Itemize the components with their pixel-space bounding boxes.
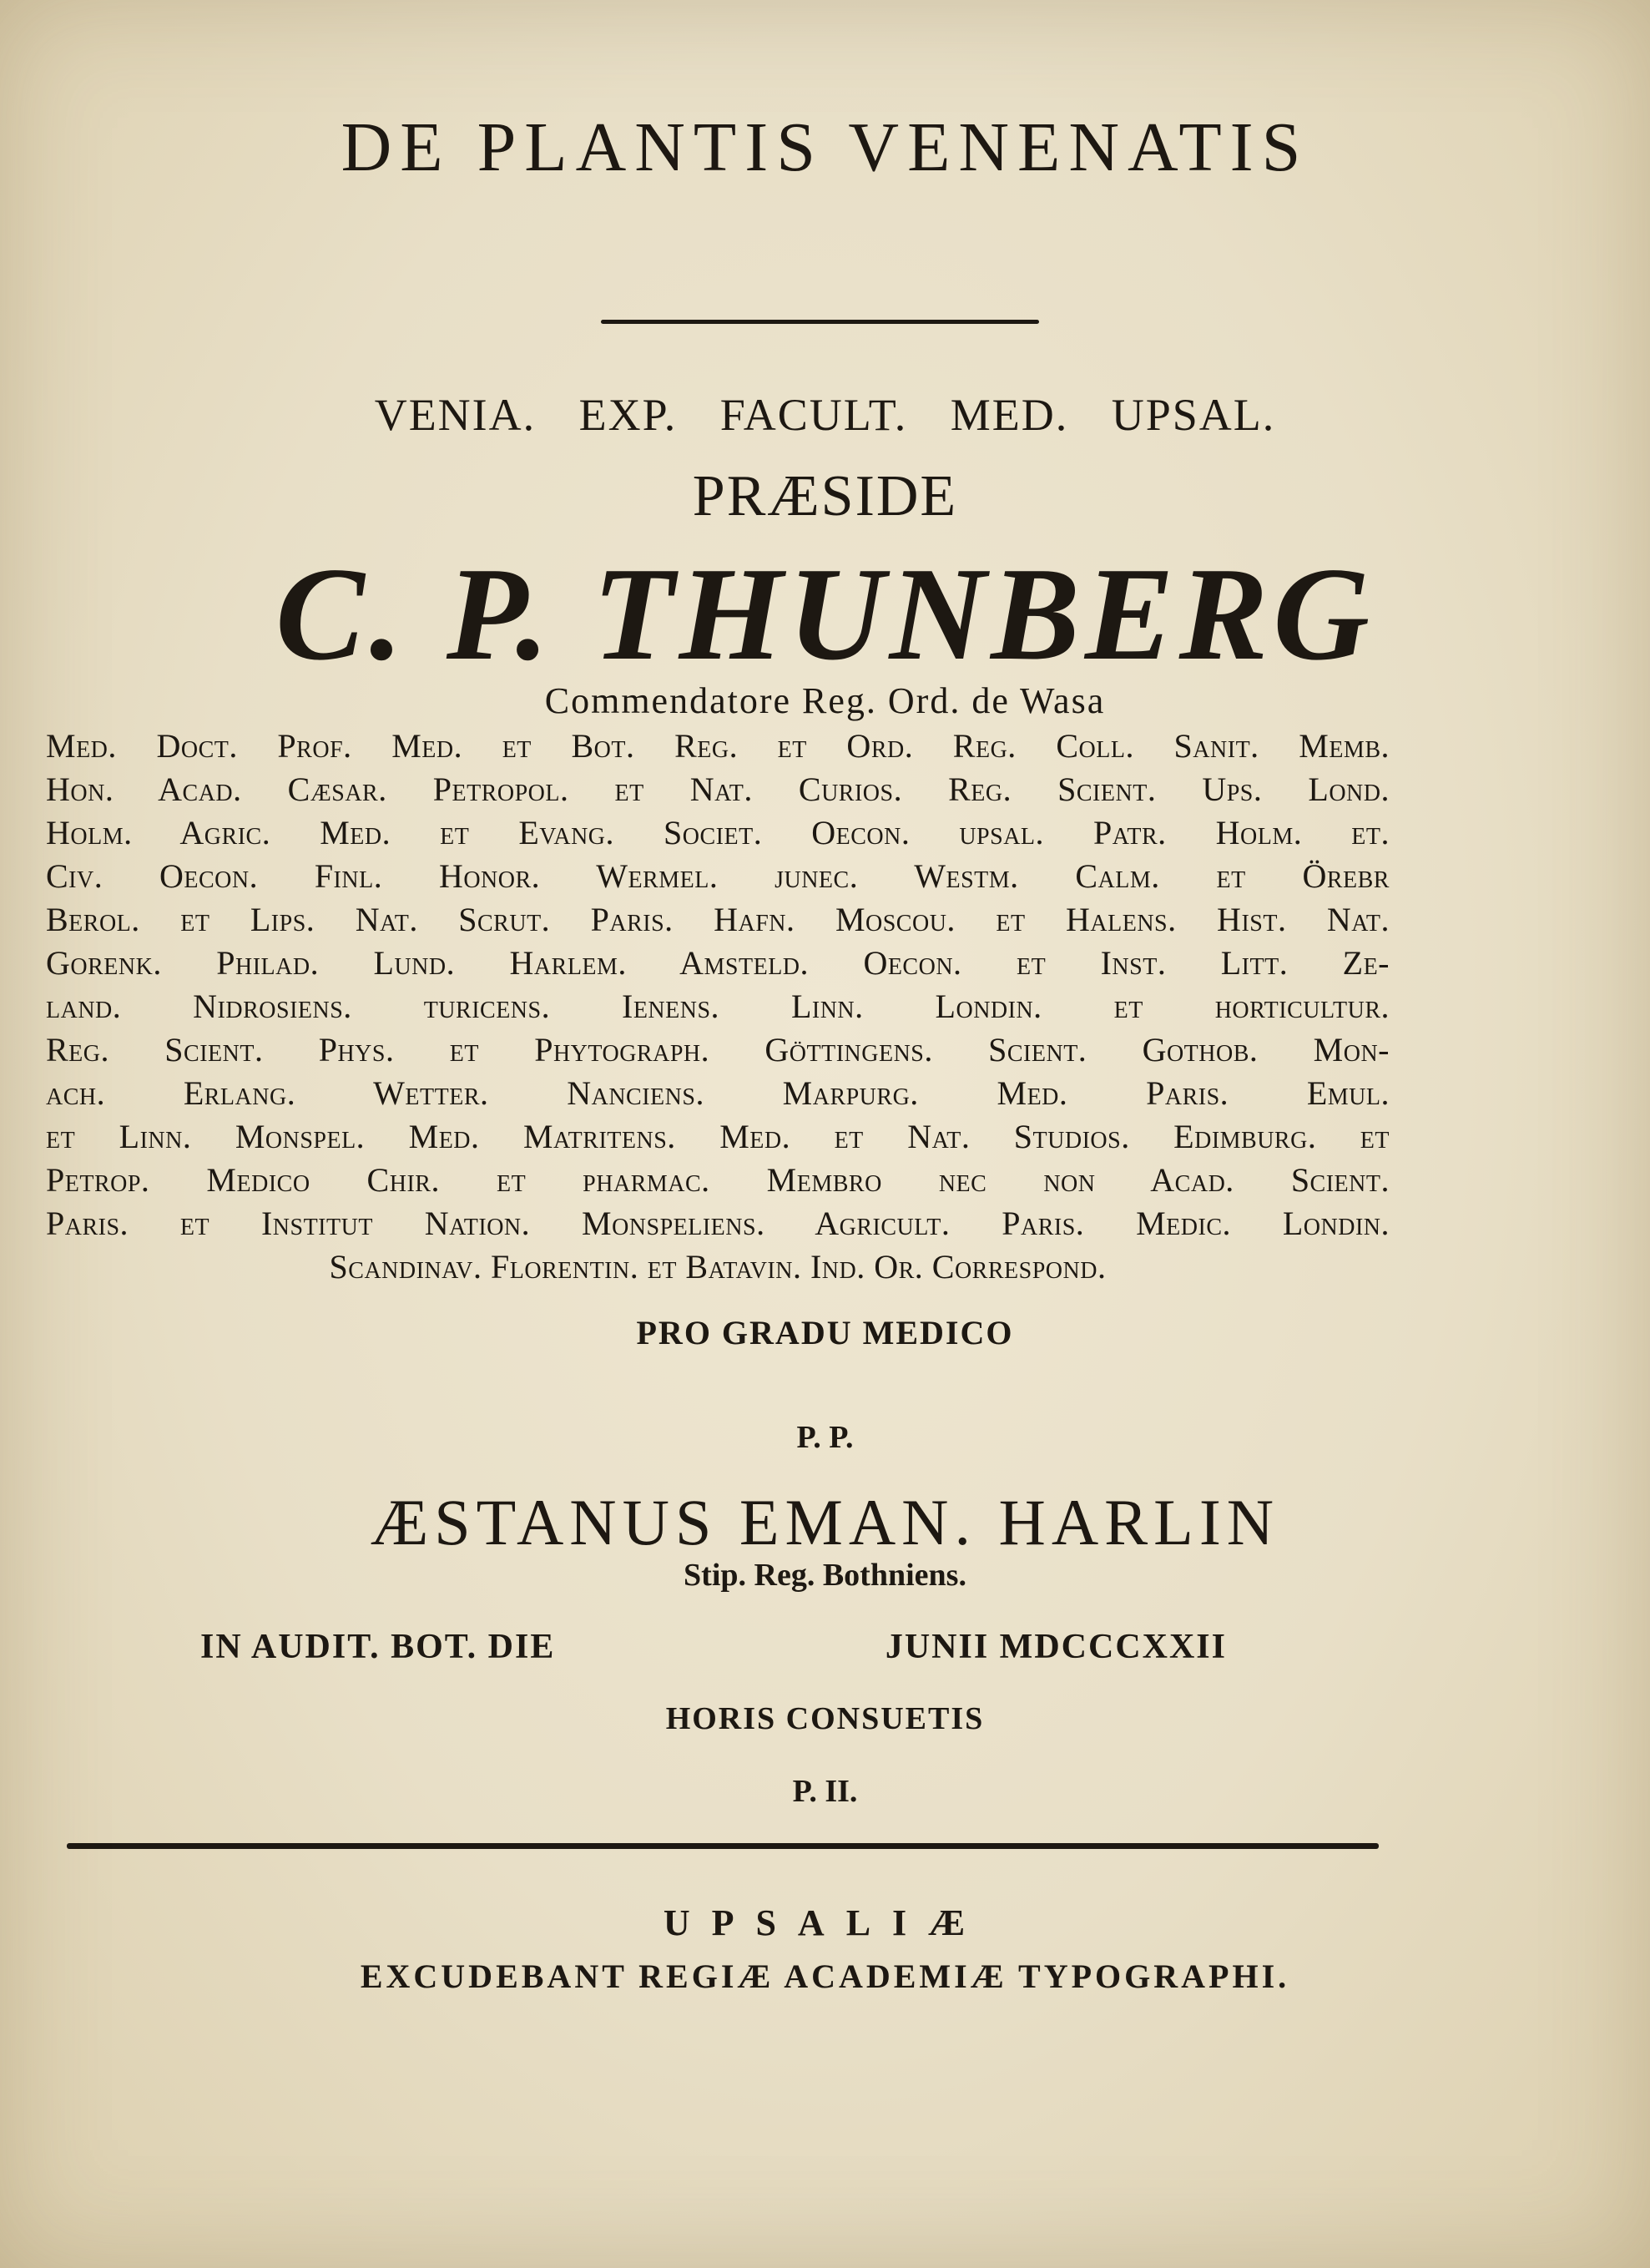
venia-word: UPSAL.	[1111, 390, 1276, 440]
venia-word: VENIA.	[374, 390, 537, 440]
titles-line: land. Nidrosiens. turicens. Ienens. Linn. Londin. et horticultur.	[46, 988, 1390, 1025]
titles-line: Paris. et Institut Nation. Monspeliens. Agricult. Paris. Medic. Londin.	[46, 1205, 1390, 1242]
audit-date-line	[200, 1629, 1227, 1664]
titles-line: et Linn. Monspel. Med. Matritens. Med. et Nat. Studios. Edimburg. et	[46, 1118, 1390, 1155]
titles-line: Berol. et Lips. Nat. Scrut. Paris. Hafn. Moscou. et Halens. Hist. Nat.	[46, 901, 1390, 938]
titles-line: ach. Erlang. Wetter. Nanciens. Marpurg. Med. Paris. Emul.	[46, 1074, 1390, 1112]
titles-line: Gorenk. Philad. Lund. Harlem. Amsteld. Oecon. et Inst. Litt. Ze-	[46, 944, 1390, 982]
part-number: P. II.	[792, 1774, 858, 1809]
pp-line: P. P.	[796, 1420, 854, 1455]
titles-line: Civ. Oecon. Finl. Honor. Wermel. junec. Westm. Calm. et Örebr	[46, 857, 1390, 895]
titles-line: Hon. Acad. Cæsar. Petropol. et Nat. Curios. Reg. Scient. Ups. Lond.	[46, 770, 1390, 808]
commendatore-line: Commendatore Reg. Ord. de Wasa	[544, 680, 1106, 721]
respondent-name: ÆSTANUS EMAN. HARLIN	[370, 1486, 1280, 1558]
titles-line: Reg. Scient. Phys. et Phytograph. Göttingens. Scient. Gothob. Mon-	[46, 1031, 1390, 1068]
imprint-printer: EXCUDEBANT REGIÆ ACADEMIÆ TYPOGRAPHI.	[360, 1957, 1290, 1995]
imprint-place: UPSALIÆ	[663, 1902, 987, 1943]
titles-line: Petrop. Medico Chir. et pharmac. Membro nec non Acad. Scient.	[46, 1161, 1390, 1199]
venia-word: MED.	[950, 390, 1069, 440]
venia-word: FACULT.	[719, 390, 908, 440]
dissertation-title: DE PLANTIS VENENATIS	[341, 109, 1309, 186]
honorary-titles-block	[46, 725, 1390, 1289]
titles-line: Med. Doct. Prof. Med. et Bot. Reg. et Ord. Reg. Coll. Sanit. Memb.	[46, 727, 1390, 765]
stipend-line: Stip. Reg. Bothniens.	[684, 1558, 966, 1593]
audit-date: JUNII MDCCCXXII	[885, 1628, 1227, 1666]
praeses-name: C. P. THUNBERG	[275, 539, 1375, 688]
titles-line: Holm. Agric. Med. et Evang. Societ. Oecon. upsal. Patr. Holm. et.	[46, 814, 1390, 851]
pro-gradu-line: PRO GRADU MEDICO	[636, 1314, 1014, 1351]
top-rule-divider	[601, 320, 1039, 324]
horis-line: HORIS CONSUETIS	[665, 1701, 985, 1736]
audit-place: IN AUDIT. BOT. DIE	[200, 1628, 556, 1666]
praeside-heading: PRÆSIDE	[692, 464, 958, 528]
bottom-rule-divider	[67, 1843, 1379, 1849]
venia-line	[0, 390, 1650, 440]
venia-word: EXP.	[578, 390, 678, 440]
titles-line: Scandinav. Florentin. et Batavin. Ind. Or. Correspond.	[329, 1248, 1107, 1286]
